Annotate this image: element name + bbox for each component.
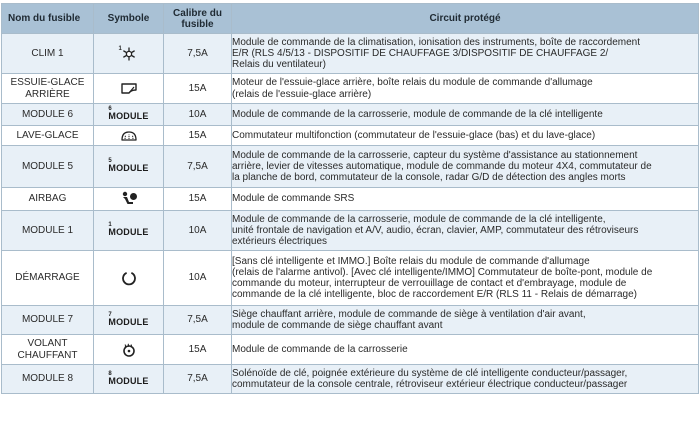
table-row (2, 365, 699, 394)
rear-wiper-icon (120, 83, 138, 95)
fuse-rating: 7,5A (164, 146, 232, 188)
symbol-module (108, 106, 148, 122)
heated-steering-icon (121, 343, 137, 357)
symbol-module-label: MODULE (108, 375, 149, 386)
header-symbol: Symbole (94, 4, 164, 34)
fuse-circuit: Module de commande de la climatisation, ionisation des instruments, boîte de raccordement E/R (RLS 4/5/13 - DISPOSITIF DE CHAUFFAGE 3/DISPOSITIF DE CHAUFFAGE 2/ Relais du ventilateur) (232, 34, 699, 74)
fuse-name: MODULE 6 (2, 104, 94, 126)
symbol-module-label: MODULE (108, 111, 149, 122)
fuse-circuit: Module de commande de la carrosserie, capteur du système d'assistance au stationnement arrière, levier de vitesses automatique, module de commande du moteur 4X4, commutateur de la planche de bord, commutateur de la console, radar G/D de détection des angles morts (232, 146, 699, 188)
symbol-number: 6 (108, 106, 112, 113)
fuse-name: AIRBAG (2, 188, 94, 211)
fuse-circuit: Siège chauffant arrière, module de commande de siège à ventilation d'air avant, module de commande de siège chauffant avant (232, 306, 699, 335)
fuse-name: MODULE 1 (2, 211, 94, 251)
fuse-circuit: Commutateur multifonction (commutateur de l'essuie-glace (bas) et du lave-glace) (232, 126, 699, 146)
fuse-rating: 10A (164, 251, 232, 306)
symbol-number: 1 (118, 45, 122, 52)
fuse-rating: 7,5A (164, 34, 232, 74)
table-row (2, 104, 699, 126)
airbag-icon (120, 191, 138, 207)
fuse-rating: 15A (164, 126, 232, 146)
fuse-table (1, 3, 699, 394)
table-row (2, 34, 699, 74)
symbol-module (108, 222, 148, 238)
fuse-circuit: [Sans clé intelligente et IMMO.] Boîte relais du module de commande d'allumage (relais de l'alarme antivol). [Avec clé intelligente/IMMO] Commutateur de boîte-pont, module de commande du moteur, interrupteur de verrouillage de contact et d'embrayage, module de commande de la clé intelligente, bloc de raccordement E/R (RLS 11 - Relais de démarrage) (232, 251, 699, 306)
fuse-circuit: Module de commande de la carrosserie (232, 335, 699, 365)
table-row (2, 335, 699, 365)
symbol-module (108, 312, 148, 328)
fuse-rating: 15A (164, 74, 232, 104)
table-row (2, 251, 699, 306)
table-row (2, 74, 699, 104)
header-rating: Calibre du fusible (164, 4, 232, 34)
symbol-module (108, 371, 148, 387)
symbol-module-label: MODULE (108, 316, 149, 327)
header-circuit: Circuit protégé (232, 4, 699, 34)
snowflake-fan-icon (122, 47, 136, 61)
header-name: Nom du fusible (2, 4, 94, 34)
fuse-rating: 15A (164, 335, 232, 365)
fuse-name: VOLANT CHAUFFANT (2, 335, 94, 365)
washer-icon (120, 129, 138, 142)
fuse-circuit: Module de commande de la carrosserie, module de commande de la clé intelligente (232, 104, 699, 126)
fuse-circuit: Module de commande SRS (232, 188, 699, 211)
symbol-number: 1 (108, 222, 112, 229)
fuse-circuit: Moteur de l'essuie-glace arrière, boîte relais du module de commande d'allumage (relais de l'essuie-glace arrière) (232, 74, 699, 104)
header-row (2, 4, 699, 34)
fuse-circuit: Solénoïde de clé, poignée extérieure du système de clé intelligente conducteur/passager, commutateur de la console centrale, rétroviseur extérieur électrique conducteur/passager (232, 365, 699, 394)
fuse-rating: 15A (164, 188, 232, 211)
fuse-name: ESSUIE-GLACE ARRIÈRE (2, 74, 94, 104)
table-row (2, 188, 699, 211)
fuse-name: DÉMARRAGE (2, 251, 94, 306)
table-row (2, 211, 699, 251)
fuse-name: MODULE 5 (2, 146, 94, 188)
table-row (2, 146, 699, 188)
fuse-rating: 7,5A (164, 365, 232, 394)
start-icon (121, 270, 137, 286)
fuse-name: LAVE-GLACE (2, 126, 94, 146)
fuse-circuit: Module de commande de la carrosserie, module de commande de la clé intelligente, unité frontale de navigation et A/V, audio, écran, clavier, AMP, commutateur des rétroviseurs extérieurs électriques (232, 211, 699, 251)
fuse-name: CLIM 1 (2, 34, 94, 74)
symbol-module-label: MODULE (108, 227, 149, 238)
table-row (2, 126, 699, 146)
symbol-clim (118, 45, 136, 61)
symbol-number: 7 (108, 311, 112, 318)
table-row (2, 306, 699, 335)
symbol-module (108, 158, 148, 174)
fuse-rating: 7,5A (164, 306, 232, 335)
fuse-rating: 10A (164, 211, 232, 251)
fuse-rating: 10A (164, 104, 232, 126)
symbol-number: 8 (108, 370, 112, 377)
fuse-name: MODULE 7 (2, 306, 94, 335)
symbol-module-label: MODULE (108, 163, 149, 174)
symbol-number: 5 (108, 158, 112, 165)
fuse-name: MODULE 8 (2, 365, 94, 394)
